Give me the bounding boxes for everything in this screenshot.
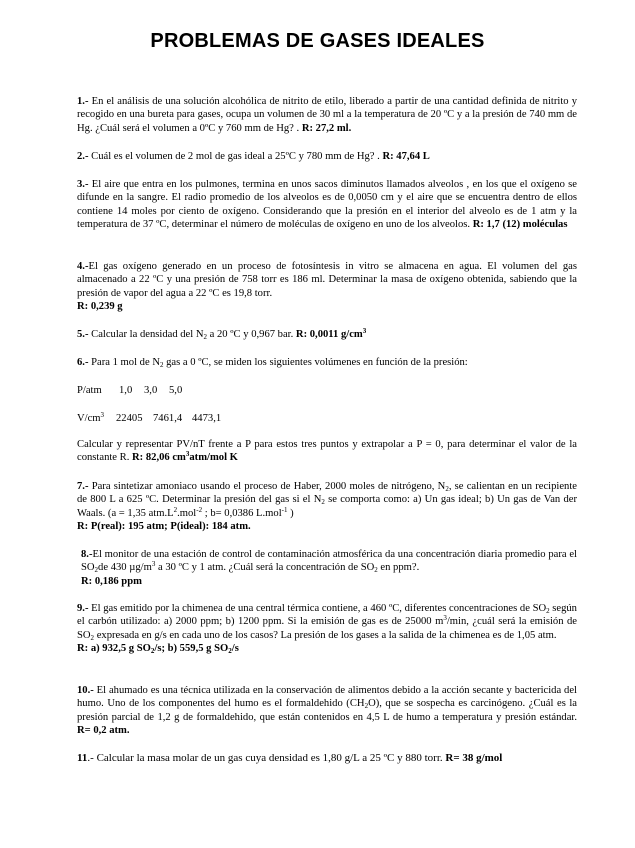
problem-text: .mol xyxy=(177,507,197,519)
pressure-row xyxy=(77,384,182,397)
problem-answer: R: 27,2 ml. xyxy=(299,122,352,134)
problem-text: El aire que entra en los pulmones, termina en unos sacos diminutos llamados alveolos , en los que el oxígeno se difunde en la sangre. El radio promedio de los alveolos es de 0,0050 cm y el aire que se encuentra dentro de ellos contiene 14 moles por ciento de oxígeno. Considerando que la presión en el interior del alveolo es de 1 atm y la temperatura de 37 ºC, determinar el número de moléculas de oxígeno en uno de los alveolos. xyxy=(77,179,577,230)
pressure-value: 3,0 xyxy=(144,385,158,396)
volume-row xyxy=(77,412,221,425)
problem-text: a 30 ºC y 1 atm. ¿Cuál será la concentración de SO xyxy=(155,562,375,574)
problem-answer: R: 82,06 cm xyxy=(129,452,186,464)
problem-answer: R: 1,7 (12) moléculas xyxy=(470,218,568,230)
problem-text: En el análisis de una solución alcohólica de nitrito de etilo, liberado a partir de una cantidad definida de nitrito y recogido en una bureta para gases, ocupa un volumen de 30 ml a la temperatura de 20 ºC y a la presión de 740 mm de Hg. ¿Cuál será el volumen a 0ºC y 760 mm de Hg? . xyxy=(77,96,577,134)
subscript: 2 xyxy=(94,566,99,575)
problem-text: .- Calcular la masa molar de un gas cuya densidad es 1,80 g/L a 25 ºC y 880 torr. xyxy=(87,752,443,764)
problem-text: ) xyxy=(287,507,294,519)
volume-label: V/cm xyxy=(77,413,101,424)
subscript: 2 xyxy=(364,702,369,711)
problem-number: 11 xyxy=(77,752,88,764)
superscript: 3 xyxy=(362,327,367,335)
problem-answer: R: 0,186 ppm xyxy=(81,575,142,587)
problem-text: se comporta como: a) Un gas ideal; b) Un gas de Van der Waals. (a = 1,35 atm.L xyxy=(77,494,577,519)
pressure-label: P/atm xyxy=(77,385,102,396)
problem-11 xyxy=(77,752,502,765)
problem-text: Para 1 mol de N xyxy=(88,357,160,368)
volume-value: 22405 xyxy=(116,413,143,424)
problem-answer: R: a) 932,5 g $SO_2/s$; b) 559,5 g $SO_2/s$ xyxy=(77,642,239,655)
problem-10 xyxy=(77,684,577,737)
problem-2 xyxy=(77,150,577,163)
subscript: 2 xyxy=(203,333,208,341)
problem-text: Para sintetizar amoniaco usando el proceso de Haber, 2000 moles de nitrógeno, N xyxy=(88,481,446,492)
problem-text: El monitor de una estación de control de contaminación atmosférica da una concentración diaria promedio para el SO xyxy=(81,549,577,574)
problem-text: El ahumado es una técnica utilizada en la conservación de alimentos debido a la acción secante y bactericida del humo. Uno de los componentes del humo es el formaldehido (CH xyxy=(77,685,577,710)
problem-text: de 430 µg/m xyxy=(98,562,152,574)
superscript: -2 xyxy=(196,505,203,514)
superscript: 2 xyxy=(173,505,178,514)
problem-text: según el carbón utilizado: a) 2000 ppm; b) 1200 ppm. Si la emisión de gas es de 25000 m xyxy=(77,603,577,628)
problem-answer: atm/mol K xyxy=(189,452,238,464)
problem-1 xyxy=(77,95,577,135)
problem-6 xyxy=(77,356,577,369)
problem-answer: R: 0,239 g xyxy=(77,300,123,312)
problem-4 xyxy=(77,260,577,313)
problem-number: 6.- xyxy=(77,357,89,368)
subscript: 2 xyxy=(374,566,378,575)
subscript: 2 xyxy=(546,607,550,615)
problem-text: Calcular la densidad del N xyxy=(88,329,204,340)
problem-answer: R: P(real): 195 atm; P(ideal): 184 atm. xyxy=(77,520,251,532)
subscript: 2 xyxy=(159,361,164,369)
superscript: 3 xyxy=(185,450,190,459)
superscript: 3 xyxy=(443,614,447,623)
pressure-value: 5,0 xyxy=(169,385,183,396)
volume-value: 4473,1 xyxy=(192,413,222,424)
superscript: 3 xyxy=(151,560,156,569)
problem-number: 3.- xyxy=(77,179,89,190)
problem-text: a 20 ºC y 0,967 bar. xyxy=(207,329,294,340)
problem-7 xyxy=(77,480,577,533)
problem-8 xyxy=(81,548,577,588)
problem-text: Calcular y representar PV/nT frente a P para estos tres puntos y extrapolar a P = 0, para determinar el valor de la constante R. xyxy=(77,439,577,464)
problem-text: O), que se sospecha es carcinógeno. ¿Cuál es la presión parcial de 1,2 g de formaldehido, que están contenidos en 4,5 L de humo a temperatura y presión estándar. xyxy=(77,698,578,723)
problem-text: Cuál es el volumen de 2 mol de gas ideal a 25ºC y 780 mm de Hg? . xyxy=(88,151,380,162)
problem-text: en ppm?. xyxy=(377,562,420,574)
problem-text: , se calientan en un recipiente de 800 L a 625 ºC. Determinar la presión del gas si el N xyxy=(77,481,577,506)
problem-answer: R= 0,2 atm. xyxy=(77,724,130,736)
problem-number: 7.- xyxy=(77,481,89,492)
problem-number: 1.- xyxy=(77,96,89,107)
page-title: PROBLEMAS DE GASES IDEALES xyxy=(150,30,485,52)
problem-answer: R= 38 g/mol xyxy=(442,752,503,764)
problem-3 xyxy=(77,178,577,231)
superscript: 3 xyxy=(100,411,105,419)
superscript: -1 xyxy=(281,505,288,514)
problem-number: 4.- xyxy=(77,261,89,272)
problem-text: gas a 0 ºC, se miden los siguientes volúmenes en función de la presión: xyxy=(163,357,468,368)
problem-5 xyxy=(77,328,577,341)
problem-text: /min, ¿cuál será la emisión de SO xyxy=(77,616,577,641)
volume-value: 7461,4 xyxy=(153,413,183,424)
problem-number: 2.- xyxy=(77,151,89,162)
problem-number: 8.- xyxy=(81,549,93,560)
problem-number: 10.- xyxy=(77,685,94,696)
problem-number: 9.- xyxy=(77,603,89,614)
problem-text: ; b= 0,0386 L.mol xyxy=(202,507,282,519)
problem-9 xyxy=(77,602,577,655)
problem-6-instructions xyxy=(77,438,577,465)
subscript: 2 xyxy=(150,646,155,655)
pressure-value: 1,0 xyxy=(119,385,133,396)
problem-number: 5.- xyxy=(77,329,89,340)
problem-text: expresada en g/s en cada uno de los casos? La presión de los gases a la salida de la chimenea es de 1,05 atm. xyxy=(94,629,557,641)
subscript: 2 xyxy=(445,485,449,493)
problem-text: El gas emitido por la chimenea de una central térmica contiene, a 460 ºC, diferentes concentraciones de SO xyxy=(88,603,547,614)
subscript: 2 xyxy=(321,498,325,507)
problem-answer: R: 0,0011 g/cm xyxy=(293,329,363,340)
subscript: 2 xyxy=(90,633,95,642)
problem-answer: R: 47,64 L xyxy=(379,151,430,162)
problem-text: El gas oxígeno generado en un proceso de fotosíntesis in vitro se almacena en agua. El volumen del gas almacenado a 22 ºC y una presión de 758 torr es 186 ml. Determinar la masa de oxígeno obtenida, sabiendo que la presión de vapor del agua a 22 ºC es 19,8 torr. xyxy=(77,261,577,299)
subscript: 2 xyxy=(228,646,232,655)
